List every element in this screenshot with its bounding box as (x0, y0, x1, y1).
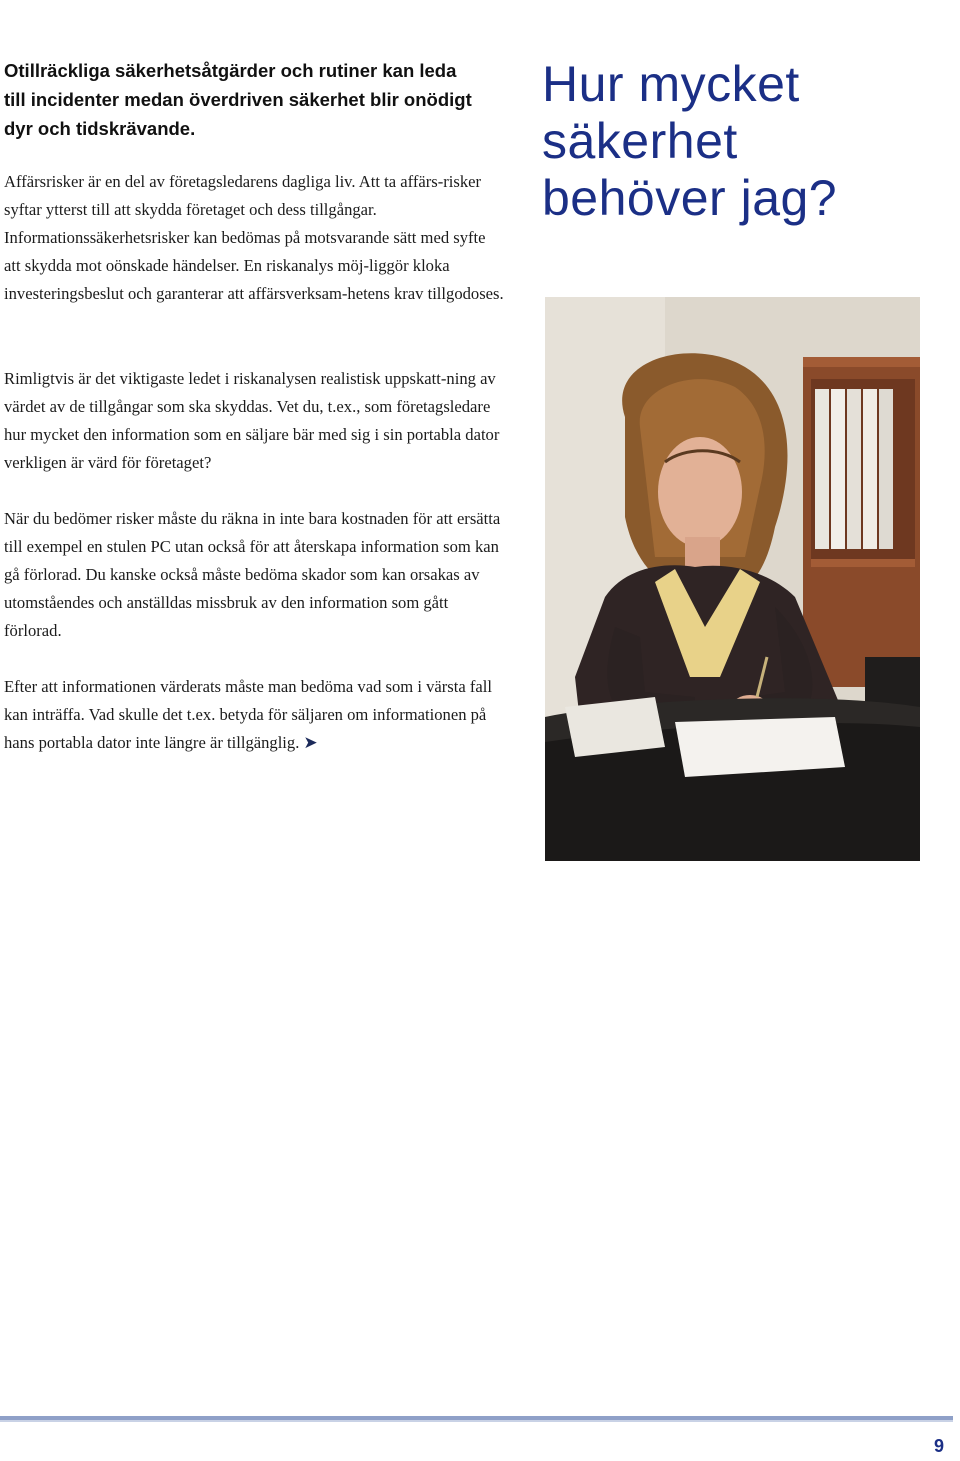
lead-text: Otillräckliga säkerhetsåtgärder och rutiner kan leda till incidenter medan överdriven säkerhet blir onödigt dyr och tidskrävande. (4, 60, 472, 139)
continue-arrow-icon: ➤ (303, 733, 318, 753)
businesswoman-illustration (545, 297, 920, 861)
paragraph-risk-costs: När du bedömer risker måste du räkna in inte bara kostnaden för att ersätta till exempel en stulen PC utan också för att återskapa information som kan gå förlorad. Du kanske också måste bedöma skador som kan orsakas av utomståendes och anställdas missbruk av den information som gått förlorad. (4, 509, 501, 640)
headline-line-3: behöver jag? (542, 170, 838, 226)
businesswoman-photo (545, 297, 920, 861)
headline-line-1: Hur mycket (542, 56, 800, 112)
page-headline (542, 56, 942, 227)
paragraph-worst-case-text: Efter att informationen värderats måste man bedöma vad som i värsta fall kan inträffa. Vad skulle det t.ex. betyda för säljaren om informationen på hans portabla dator inte längre är tillgänglig. (4, 677, 492, 752)
headline-line-2: säkerhet (542, 113, 738, 169)
paragraph-business-risks: Affärsrisker är en del av företagsledarens dagliga liv. Att ta affärs-risker syftar ytterst till att skydda företaget och dess tillgångar. Informationssäkerhetsrisker kan bedömas på motsvarande sätt med syfte att skydda mot oönskade händelser. En riskanalys möj-liggör kloka investeringsbeslut och garanterar att affärsverksam-hetens krav tillgodoses. (4, 172, 504, 303)
paragraph-worst-case (4, 673, 504, 757)
footer-rule-shadow (0, 1420, 953, 1422)
page-number: 9 (934, 1436, 945, 1456)
paragraph-asset-valuation: Rimligtvis är det viktigaste ledet i riskanalysen realistisk uppskatt-ning av värdet av de tillgångar som ska skyddas. Vet du, t.ex., som företagsledare hur mycket den information som en säljare bär med sig i sin portabla dator verkligen är värd för företaget? (4, 369, 500, 472)
